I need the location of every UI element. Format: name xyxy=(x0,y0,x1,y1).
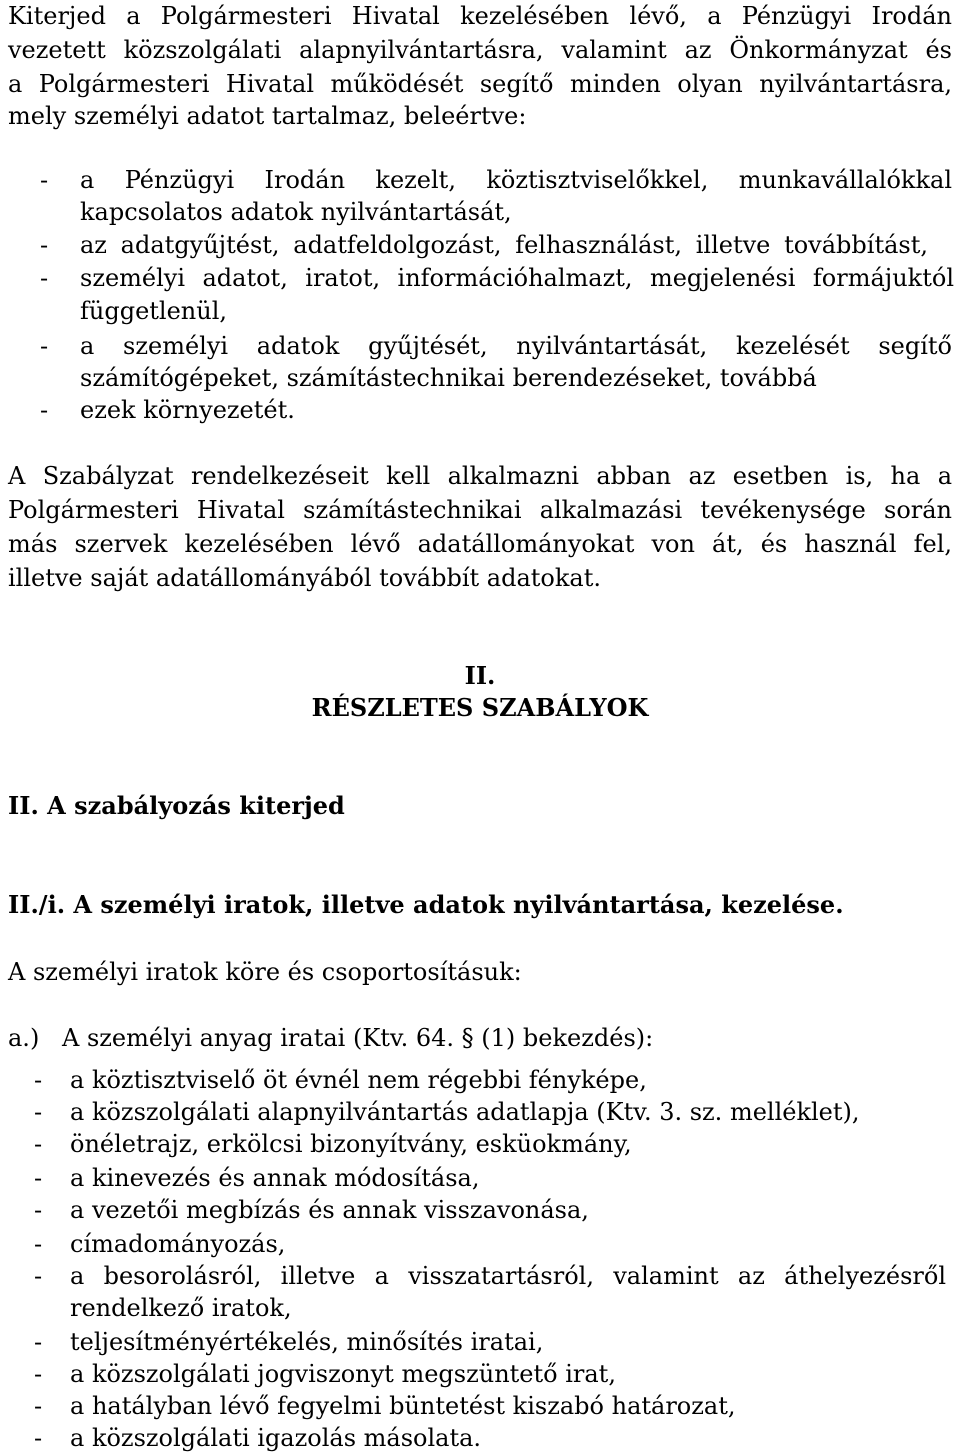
item-text: A személyi anyag iratai (Ktv. 64. § (1) bekezdés): xyxy=(62,1024,654,1052)
list-item-text: ezek környezetét. xyxy=(80,396,295,424)
list-item-text: címadományozás, xyxy=(70,1230,286,1258)
dash-marker: - xyxy=(34,1098,43,1126)
intro-line: Kiterjed a Polgármesteri Hivatal kezelésében lévő, a Pénzügyi Irodán xyxy=(8,2,952,30)
list-item-text: az adatgyűjtést, adatfeldolgozást, felhasználást, illetve továbbítást, xyxy=(80,231,928,259)
section-heading: II. A szabályozás kiterjed xyxy=(8,791,345,820)
item-label: a.) xyxy=(8,1024,40,1052)
list-item-text: számítógépeket, számítástechnikai berendezéseket, továbbá xyxy=(80,364,817,392)
dash-marker: - xyxy=(40,231,49,259)
dash-marker: - xyxy=(40,264,49,292)
chapter-number: II. xyxy=(464,661,496,690)
list-item-text: kapcsolatos adatok nyilvántartását, xyxy=(80,198,512,226)
intro-line: vezetett közszolgálati alapnyilvántartásra, valamint az Önkormányzat és xyxy=(8,36,952,64)
intro-line: a Polgármesteri Hivatal működését segítő minden olyan nyilvántartásra, xyxy=(8,70,952,98)
dash-marker: - xyxy=(34,1230,43,1258)
list-item-text: önéletrajz, erkölcsi bizonyítvány, esküokmány, xyxy=(70,1130,632,1158)
list-item-text: a Pénzügyi Irodán kezelt, köztisztviselőkkel, munkavállalókkal xyxy=(80,166,952,194)
list-item-text: a közszolgálati alapnyilvántartás adatlapja (Ktv. 3. sz. melléklet), xyxy=(70,1098,860,1126)
list-item-text: a köztisztviselő öt évnél nem régebbi fényképe, xyxy=(70,1066,647,1094)
chapter-title: RÉSZLETES SZABÁLYOK xyxy=(311,693,649,722)
dash-marker: - xyxy=(34,1392,43,1420)
list-item-text: a közszolgálati igazolás másolata. xyxy=(70,1424,482,1452)
list-item-text: rendelkező iratok, xyxy=(70,1294,292,1322)
list-item-text: a közszolgálati jogviszonyt megszüntető irat, xyxy=(70,1360,616,1388)
dash-marker: - xyxy=(40,332,49,360)
dash-marker: - xyxy=(40,396,49,424)
dash-marker: - xyxy=(34,1164,43,1192)
dash-marker: - xyxy=(34,1262,43,1290)
list-item-text: személyi adatot, iratot, információhalmazt, megjelenési formájuktól xyxy=(80,264,954,292)
list-item-text: teljesítményértékelés, minősítés iratai, xyxy=(70,1328,544,1356)
paragraph-line: illetve saját adatállományából továbbít adatokat. xyxy=(8,564,601,592)
list-item-text: a vezetői megbízás és annak visszavonása, xyxy=(70,1196,589,1224)
subsection-intro: A személyi iratok köre és csoportosításuk: xyxy=(8,958,522,986)
paragraph-line: Polgármesteri Hivatal számítástechnikai alkalmazási tevékenysége során xyxy=(8,496,952,524)
dash-marker: - xyxy=(34,1066,43,1094)
list-item-text: a besorolásról, illetve a visszatartásról, valamint az áthelyezésről xyxy=(70,1262,946,1290)
dash-marker: - xyxy=(40,166,49,194)
subsection-heading: II./i. A személyi iratok, illetve adatok nyilvántartása, kezelése. xyxy=(8,890,844,919)
paragraph-line: A Szabályzat rendelkezéseit kell alkalmazni abban az esetben is, ha a xyxy=(8,462,952,490)
dash-marker: - xyxy=(34,1130,43,1158)
paragraph-line: más szervek kezelésében lévő adatállományokat von át, és használ fel, xyxy=(8,530,952,558)
list-item-text: a kinevezés és annak módosítása, xyxy=(70,1164,480,1192)
dash-marker: - xyxy=(34,1360,43,1388)
dash-marker: - xyxy=(34,1424,43,1452)
list-item-text: a személyi adatok gyűjtését, nyilvántartását, kezelését segítő xyxy=(80,332,952,360)
intro-line: mely személyi adatot tartalmaz, beleértve: xyxy=(8,102,527,130)
dash-marker: - xyxy=(34,1196,43,1224)
list-item-text: a hatályban lévő fegyelmi büntetést kiszabó határozat, xyxy=(70,1392,736,1420)
list-item-text: függetlenül, xyxy=(80,297,228,325)
dash-marker: - xyxy=(34,1328,43,1356)
